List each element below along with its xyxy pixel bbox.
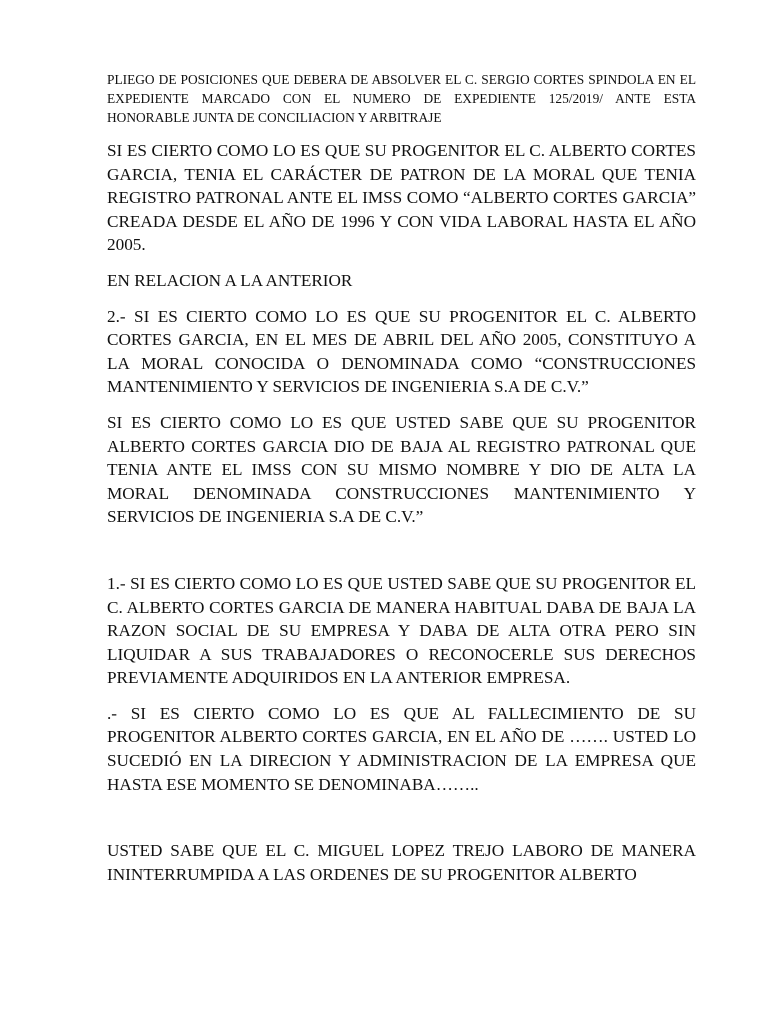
paragraph-3: 2.- SI ES CIERTO COMO LO ES QUE SU PROGENITOR EL C. ALBERTO CORTES GARCIA, EN EL MES DE ABRIL DEL AÑO 2005, CONSTITUYO A LA MORAL CONOCIDA O DENOMINADA COMO “CONSTRUCCIONES MANTENIMIENTO Y SERVICIOS DE INGENIERIA S.A DE C.V.” (107, 306, 696, 397)
paragraph-6: .- SI ES CIERTO COMO LO ES QUE AL FALLECIMIENTO DE SU PROGENITOR ALBERTO CORTES GARCIA, EN EL AÑO DE ……. USTED LO SUCEDIÓ EN LA DIRECION Y ADMINISTRACION DE LA EMPRESA QUE HASTA ESE MOMENTO SE DENOMINABA…….. (107, 703, 696, 794)
paragraph-1: SI ES CIERTO COMO LO ES QUE SU PROGENITOR EL C. ALBERTO CORTES GARCIA, TENIA EL CARÁCTER DE PATRON DE LA MORAL QUE TENIA REGISTRO PATRONAL ANTE EL IMSS COMO “ALBERTO CORTES GARCIA” CREADA DESDE EL AÑO DE 1996 Y CON VIDA LABORAL HASTA EL AÑO 2005. (107, 141, 696, 255)
paragraph-4: SI ES CIERTO COMO LO ES QUE USTED SABE QUE SU PROGENITOR ALBERTO CORTES GARCIA DIO DE BAJA AL REGISTRO PATRONAL QUE TENIA ANTE EL IMSS CON SU MISMO NOMBRE Y DIO DE ALTA LA MORAL DENOMINADA CONSTRUCCIONES MANTENIMIENTO Y SERVICIOS DE INGENIERIA S.A DE C.V.” (107, 412, 696, 527)
document-heading: PLIEGO DE POSICIONES QUE DEBERA DE ABSOLVER EL C. SERGIO CORTES SPINDOLA EN EL EXPEDIENTE MARCADO CON EL NUMERO DE EXPEDIENTE 125/2019/ ANTE ESTA HONORABLE JUNTA DE CONCILIACION Y ARBITRAJE (107, 72, 696, 125)
paragraph-2: EN RELACION A LA ANTERIOR (107, 270, 353, 290)
paragraph-5: 1.- SI ES CIERTO COMO LO ES QUE USTED SABE QUE SU PROGENITOR EL C. ALBERTO CORTES GARCIA DE MANERA HABITUAL DABA DE BAJA LA RAZON SOCIAL DE SU EMPRESA Y DABA DE ALTA OTRA PERO SIN LIQUIDAR A SUS TRABAJADORES O RECONOCERLE SUS DERECHOS PREVIAMENTE ADQUIRIDOS EN LA ANTERIOR EMPRESA. (107, 573, 696, 688)
document-body (107, 70, 696, 898)
paragraph-7: USTED SABE QUE EL C. MIGUEL LOPEZ TREJO LABORO DE MANERA ININTERRUMPIDA A LAS ORDENES DE SU PROGENITOR ALBERTO (107, 841, 696, 884)
